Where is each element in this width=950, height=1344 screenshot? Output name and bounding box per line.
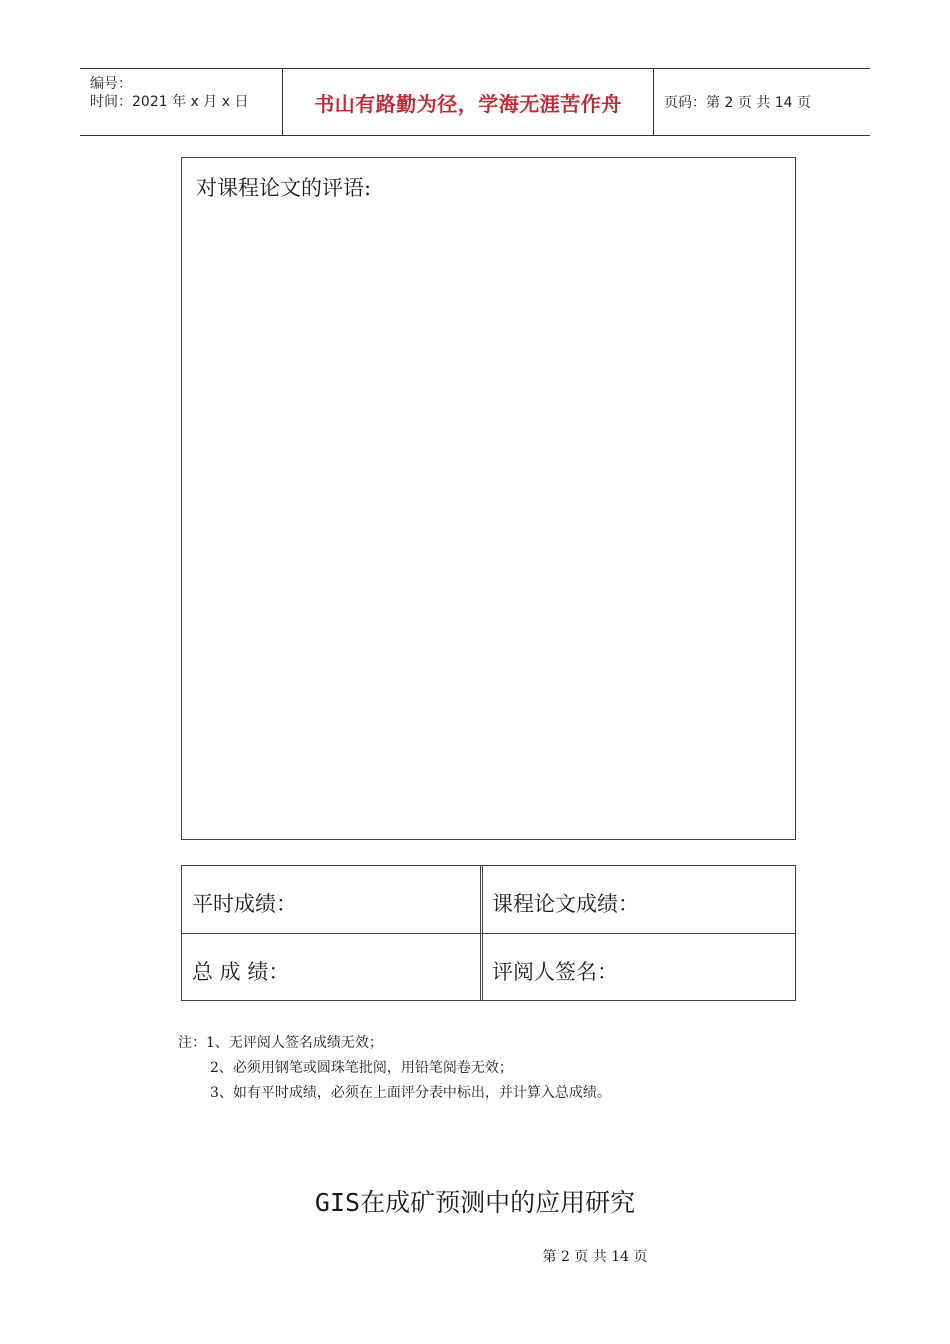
header-time: 时间：2021 年 x 月 x 日 bbox=[90, 94, 249, 110]
note-line-2: 2、必须用钢笔或圆珠笔批阅，用铅笔阅卷无效； bbox=[210, 1060, 513, 1076]
document-title: GIS在成矿预测中的应用研究 bbox=[314, 1188, 636, 1217]
total-score-label: 总 成 绩： bbox=[192, 960, 290, 984]
comment-box bbox=[181, 157, 796, 840]
score-table bbox=[181, 865, 796, 1001]
comment-label: 对课程论文的评语: bbox=[196, 176, 372, 200]
header-page-info: 页码：第 2 页 共 14 页 bbox=[664, 95, 811, 111]
table-divider-horizontal bbox=[182, 933, 795, 934]
reviewer-signature-label: 评阅人签名： bbox=[492, 960, 618, 984]
page-header bbox=[80, 68, 870, 136]
page-footer: 第 2 页 共 14 页 bbox=[542, 1249, 648, 1265]
note-line-3: 3、如有平时成绩，必须在上面评分表中标出，并计算入总成绩。 bbox=[210, 1085, 611, 1101]
header-motto: 书山有路勤为径，学海无涯苦作舟 bbox=[282, 69, 654, 135]
header-meta bbox=[80, 69, 282, 135]
regular-score-label: 平时成绩： bbox=[192, 892, 297, 916]
header-number: 编号： bbox=[90, 76, 132, 92]
note-line-1: 注：1、无评阅人签名成绩无效； bbox=[178, 1035, 383, 1051]
notes bbox=[178, 1031, 611, 1106]
paper-score-label: 课程论文成绩： bbox=[492, 892, 639, 916]
